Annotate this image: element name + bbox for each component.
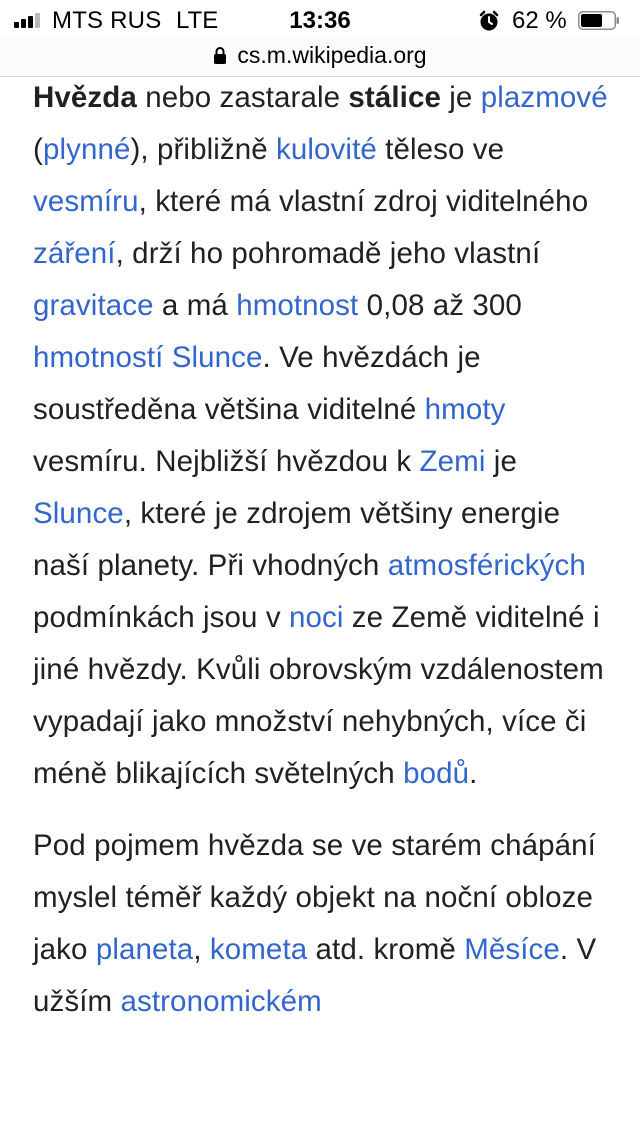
- link-hmotnost[interactable]: hmotnost: [236, 289, 359, 322]
- link-vesmiru[interactable]: vesmíru: [33, 185, 139, 218]
- article-text: ze Země viditelné i jiné hvězdy. Kvůli obrovským vzdálenostem vypadají jako množství nehybných, více či méně blikajících světelných: [33, 601, 604, 790]
- article-text: (: [33, 133, 43, 166]
- article-text: ,: [193, 933, 210, 966]
- link-zareni[interactable]: záření: [33, 237, 116, 270]
- article-text: , drží ho pohromadě jeho vlastní: [115, 237, 541, 270]
- url-text: cs.m.wikipedia.org: [237, 42, 427, 68]
- carrier-name: MTS RUS: [52, 7, 162, 34]
- article-content: [33, 72, 613, 1028]
- article-text: a má: [153, 289, 237, 322]
- lock-icon: [213, 46, 227, 64]
- article-paragraph-2: [33, 820, 613, 1028]
- link-bodu[interactable]: bodů: [403, 757, 470, 790]
- article-text: . V užším: [33, 933, 597, 1018]
- article-text: atd. kromě: [307, 933, 465, 966]
- link-hmotnosti-slunce[interactable]: hmotností Slunce: [33, 341, 263, 374]
- battery-percent: 62 %: [512, 7, 567, 34]
- article-text: nebo zastarale: [136, 81, 349, 114]
- bold-term: Hvězda: [33, 81, 137, 114]
- network-type: LTE: [176, 7, 219, 34]
- link-mesice[interactable]: Měsíce: [464, 933, 560, 966]
- link-zemi[interactable]: Zemi: [419, 445, 486, 478]
- article-text: , které je zdrojem většiny energie naší planety. Při vhodných: [33, 497, 561, 582]
- alarm-icon: [478, 10, 500, 32]
- link-noci[interactable]: noci: [288, 601, 344, 634]
- article-text: vesmíru. Nejbližší hvězdou k: [33, 445, 420, 478]
- status-bar: [0, 0, 640, 40]
- article-text: 0,08 až 300: [358, 289, 522, 322]
- article-text: ), přibližně: [130, 133, 277, 166]
- article-text: je: [440, 81, 481, 114]
- link-kometa[interactable]: kometa: [209, 933, 308, 966]
- article-text: podmínkách jsou v: [33, 601, 289, 634]
- article-text: , které má vlastní zdroj viditelného: [138, 185, 589, 218]
- link-atmosferickych[interactable]: atmosférických: [387, 549, 586, 582]
- link-hmoty[interactable]: hmoty: [424, 393, 506, 426]
- link-astronomickem[interactable]: astronomickém: [120, 985, 322, 1018]
- battery-icon: [578, 11, 620, 30]
- link-plazmove[interactable]: plazmové: [480, 81, 608, 114]
- link-slunce[interactable]: Slunce: [33, 497, 124, 530]
- status-time: 13:36: [289, 7, 351, 34]
- article-text: těleso ve: [376, 133, 505, 166]
- article-text: je: [485, 445, 517, 478]
- link-gravitace[interactable]: gravitace: [33, 289, 154, 322]
- article-text: Pod pojmem hvězda se ve starém chápání myslel téměř každý objekt na noční obloze jako: [33, 829, 596, 966]
- link-plynne[interactable]: plynné: [42, 133, 131, 166]
- link-kulovite[interactable]: kulovité: [276, 133, 377, 166]
- link-planeta[interactable]: planeta: [95, 933, 194, 966]
- article-text: . Ve hvězdách je soustředěna většina viditelné: [33, 341, 481, 426]
- bold-term: stálice: [348, 81, 441, 114]
- article-text: .: [469, 757, 478, 790]
- article-paragraph-1: [33, 72, 613, 800]
